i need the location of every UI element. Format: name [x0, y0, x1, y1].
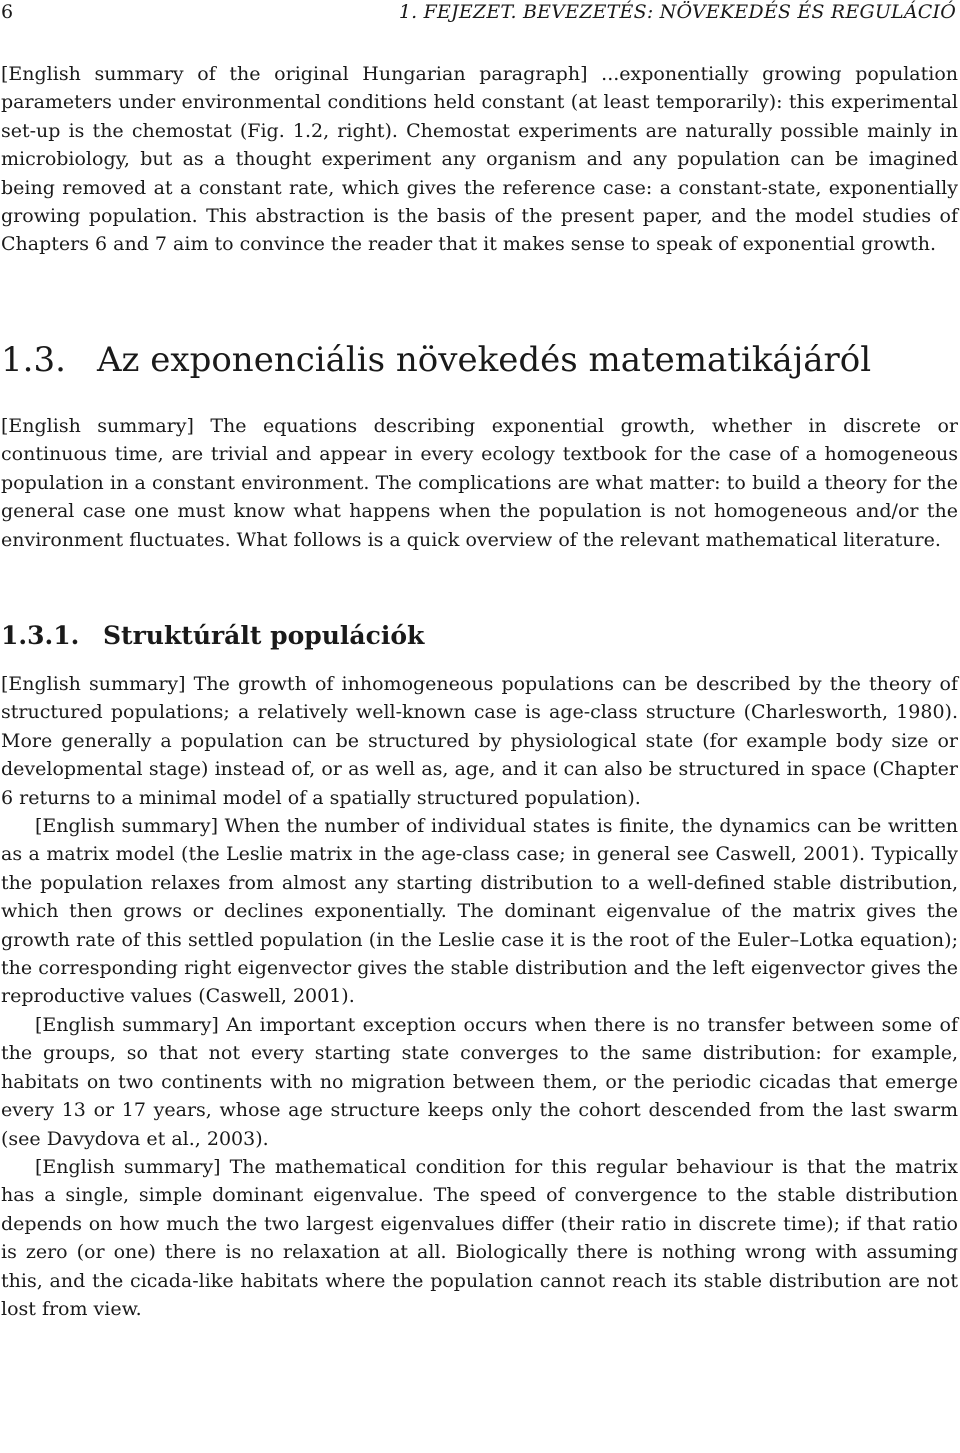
section-1-3-paragraph: [English summary] The equations describing exponential growth, whether in discrete or continuous time, are trivial and appear in every ecology textbook for the case of a homogeneous population in a constant environment. The complications are what matter: to build a theory for the general case one must know what happens when the population is not homogeneous and/or the environment fluctuates. What follows is a quick overview of the relevant mathematical literature. [1, 415, 958, 551]
section-1-3-1-body [1, 670, 958, 1323]
subsection-title: Struktúrált populációk [103, 621, 425, 650]
section-heading-1-3 [1, 338, 871, 382]
section-1-3-body [1, 412, 958, 554]
paragraph: [English summary] An important exception occurs when there is no transfer between some of the groups, so that not every starting state converges to the same distribution: for example, habitats on two continents with no migration between them, or the periodic cicadas that emerge every 13 or 17 years, whose age structure keeps only the cohort descended from the last swarm (see Davydova et al., 2003). [1, 1013, 958, 1150]
chapter-header: 1. FEJEZET. BEVEZETÉS: NÖVEKEDÉS ÉS REGULÁCIÓ [398, 1, 956, 23]
paragraph: [English summary] When the number of individual states is finite, the dynamics can be written as a matrix model (the Leslie matrix in the age-class case; in general see Caswell, 2001). Typically the population relaxes from almost any starting distribution to a well-defined stable distribution, which then grows or declines exponentially. The dominant eigenvalue of the matrix gives the growth rate of this settled population (in the Leslie case it is the root of the Euler–Lotka equation); the corresponding right eigenvector gives the stable distribution and the left eigenvector gives the reproductive values (Caswell, 2001). [1, 815, 958, 1008]
paragraph: [English summary] The growth of inhomogeneous populations can be described by the theory of structured populations; a relatively well-known case is age-class structure (Charlesworth, 1980). More generally a population can be structured by physiological state (for example body size or developmental stage) instead of, or as well as, age, and it can also be structured in space (Chapter 6 returns to a minimal model of a spatially structured population). [1, 673, 958, 809]
paragraph: [English summary] The mathematical condition for this regular behaviour is that the matrix has a single, simple dominant eigenvalue. The speed of convergence to the stable distribution depends on how much the two largest eigenvalues differ (their ratio in discrete time); if that ratio is zero (or one) there is no relaxation at all. Biologically there is nothing wrong with assuming this, and the cicada-like habitats where the population cannot reach its stable distribution are not lost from view. [1, 1155, 958, 1320]
intro-paragraph-block [1, 60, 958, 259]
page-number: 6 [1, 1, 14, 23]
running-header [0, 0, 960, 24]
section-title: Az exponenciális növekedés matematikájáról [97, 340, 872, 380]
subsection-heading-1-3-1 [1, 620, 424, 652]
section-number: 1.3. [1, 340, 66, 380]
subsection-number: 1.3.1. [1, 621, 80, 650]
intro-paragraph: [English summary of the original Hungarian paragraph] ...exponentially growing population parameters under environmental conditions held constant (at least temporarily): this experimental set-up is the chemostat (Fig. 1.2, right). Chemostat experiments are naturally possible mainly in microbiology, but as a thought experiment any organism and any population can be imagined being removed at a constant rate, which gives the reference case: a constant-state, exponentially growing population. This abstraction is the basis of the present paper, and the model studies of Chapters 6 and 7 aim to convince the reader that it makes sense to speak of exponential growth. [1, 63, 958, 256]
